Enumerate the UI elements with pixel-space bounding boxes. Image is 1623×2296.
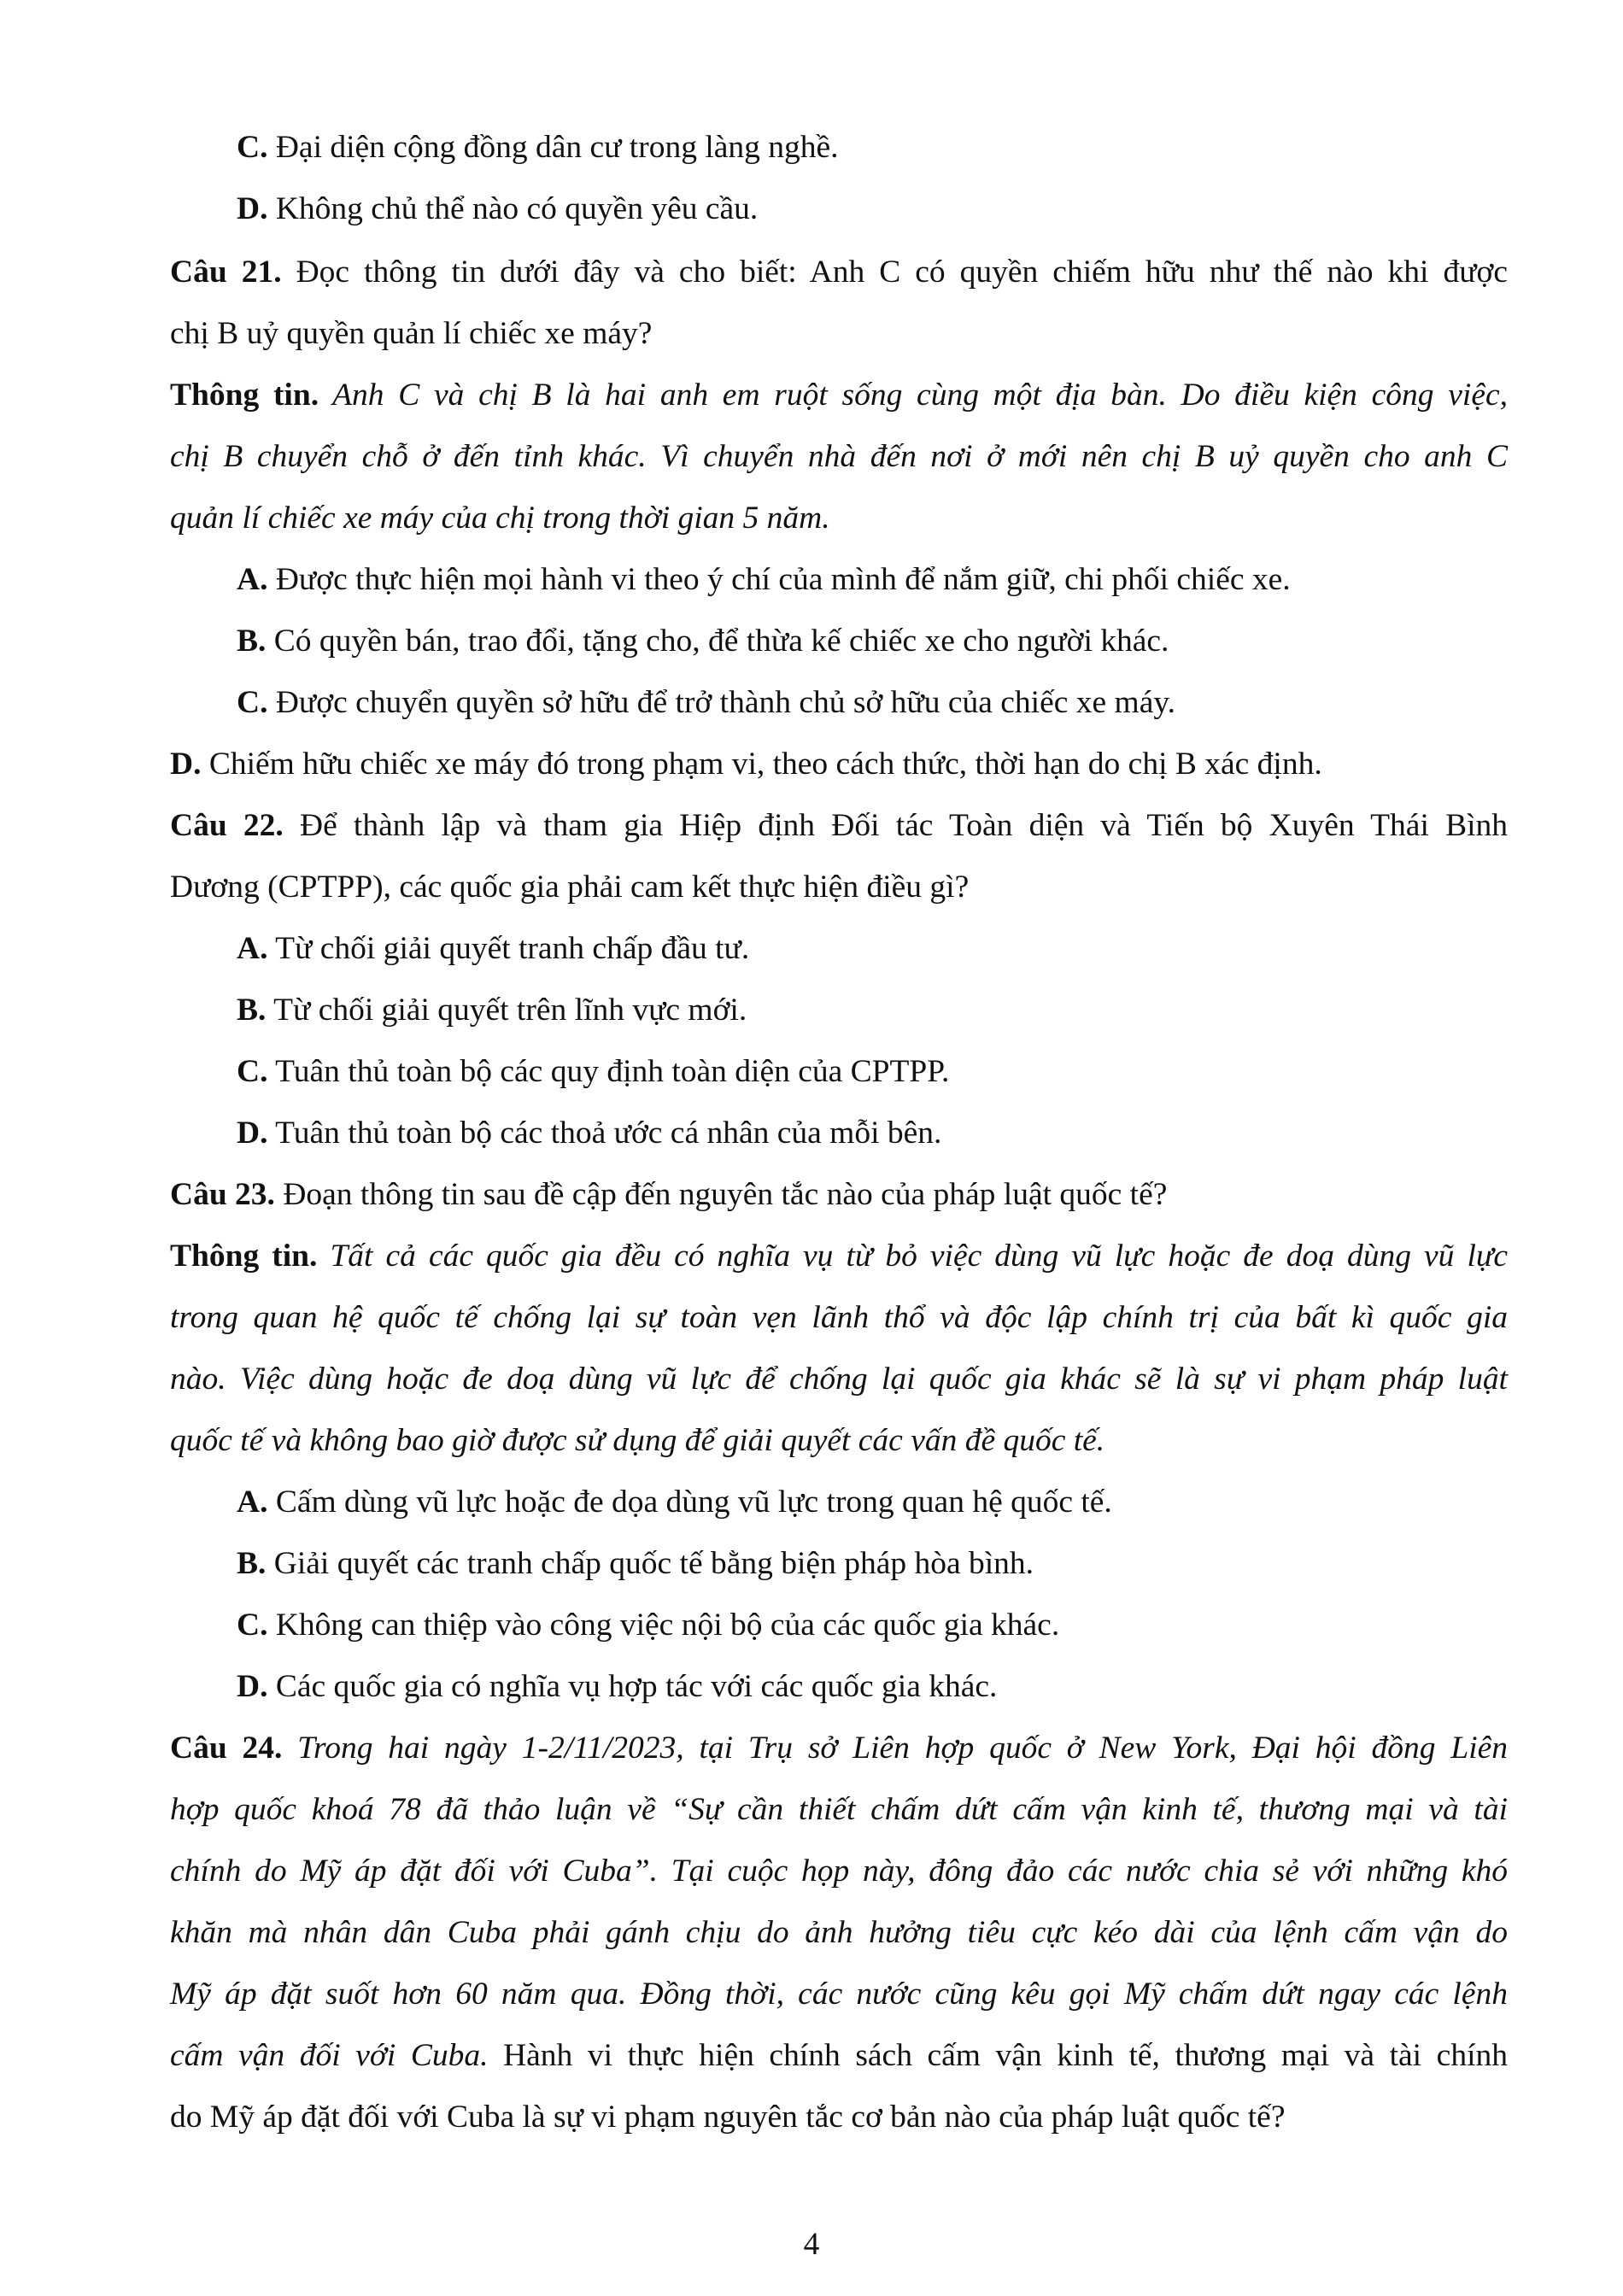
prev-option-c: C. Đại diện cộng đồng dân cư trong làng nghề.: [237, 130, 839, 165]
q21-option-a: A. Được thực hiện mọi hành vi theo ý chí của mình để nắm giữ, chi phối chiếc xe.: [237, 562, 1291, 597]
q21-info-line2: chị B chuyển chỗ ở đến tỉnh khác. Vì chuyển nhà đến nơi ở mới nên chị B uỷ quyền cho anh C: [170, 439, 1508, 474]
q24-line5: Mỹ áp đặt suốt hơn 60 năm qua. Đồng thời, các nước cũng kêu gọi Mỹ chấm dứt ngay các lệnh: [170, 1977, 1508, 2012]
q23-info-line3: nào. Việc dùng hoặc đe doạ dùng vũ lực để chống lại quốc gia khác sẽ là sự vi phạm pháp luật: [170, 1362, 1508, 1397]
prev-option-d: D. Không chủ thể nào có quyền yêu cầu.: [237, 191, 759, 226]
q23-info-line1: Thông tin. Tất cả các quốc gia đều có nghĩa vụ từ bỏ việc dùng vũ lực hoặc đe doạ dùng vũ lực: [170, 1239, 1508, 1274]
q23-option-d: D. Các quốc gia có nghĩa vụ hợp tác với các quốc gia khác.: [237, 1669, 998, 1704]
q24-line1: Câu 24. Trong hai ngày 1-2/11/2023, tại Trụ sở Liên hợp quốc ở New York, Đại hội đồng Liên: [170, 1731, 1509, 1766]
q24-line2: hợp quốc khoá 78 đã thảo luận về “Sự cần thiết chấm dứt cấm vận kinh tế, thương mại và tài: [170, 1792, 1508, 1827]
q23-option-b: B. Giải quyết các tranh chấp quốc tế bằng biện pháp hòa bình.: [237, 1546, 1034, 1581]
q21-option-d: D. Chiếm hữu chiếc xe máy đó trong phạm vi, theo cách thức, thời hạn do chị B xác định.: [170, 747, 1322, 782]
q22-option-b: B. Từ chối giải quyết trên lĩnh vực mới.: [237, 993, 747, 1028]
q21-stem-line1: Câu 21. Đọc thông tin dưới đây và cho biết: Anh C có quyền chiếm hữu như thế nào khi được: [170, 255, 1509, 290]
q23-info-line4: quốc tế và không bao giờ được sử dụng để giải quyết các vấn đề quốc tế.: [170, 1423, 1105, 1458]
q22-stem-line2: Dương (CPTPP), các quốc gia phải cam kết thực hiện điều gì?: [170, 870, 970, 905]
q23-stem: Câu 23. Đoạn thông tin sau đề cập đến nguyên tắc nào của pháp luật quốc tế?: [170, 1177, 1168, 1212]
q21-info-line3: quản lí chiếc xe máy của chị trong thời gian 5 năm.: [170, 501, 830, 536]
q22-option-d: D. Tuân thủ toàn bộ các thoả ước cá nhân của mỗi bên.: [237, 1116, 942, 1151]
q23-option-c: C. Không can thiệp vào công việc nội bộ của các quốc gia khác.: [237, 1608, 1060, 1643]
q24-line4: khăn mà nhân dân Cuba phải gánh chịu do ảnh hưởng tiêu cực kéo dài của lệnh cấm vận do: [170, 1915, 1508, 1950]
q21-option-b: B. Có quyền bán, trao đổi, tặng cho, để thừa kế chiếc xe cho người khác.: [237, 624, 1169, 659]
q22-option-c: C. Tuân thủ toàn bộ các quy định toàn diện của CPTPP.: [237, 1054, 950, 1089]
q21-option-c: C. Được chuyển quyền sở hữu để trở thành chủ sở hữu của chiếc xe máy.: [237, 685, 1176, 720]
q24-line6: cấm vận đối với Cuba. Hành vi thực hiện chính sách cấm vận kinh tế, thương mại và tài chính: [170, 2038, 1508, 2073]
q24-line3: chính do Mỹ áp đặt đối với Cuba”. Tại cuộc họp này, đông đảo các nước chia sẻ với những khó: [170, 1854, 1508, 1889]
q24-line7: do Mỹ áp đặt đối với Cuba là sự vi phạm nguyên tắc cơ bản nào của pháp luật quốc tế?: [170, 2100, 1286, 2135]
q21-stem-line2: chị B uỷ quyền quản lí chiếc xe máy?: [170, 316, 653, 351]
page-number: 4: [803, 2227, 820, 2262]
q23-info-line2: trong quan hệ quốc tế chống lại sự toàn vẹn lãnh thổ và độc lập chính trị của bất kì quốc gia: [170, 1300, 1508, 1335]
q22-stem-line1: Câu 22. Để thành lập và tham gia Hiệp định Đối tác Toàn diện và Tiến bộ Xuyên Thái Bình: [170, 808, 1509, 843]
q21-info-line1: Thông tin. Anh C và chị B là hai anh em ruột sống cùng một địa bàn. Do điều kiện công việc,: [170, 378, 1508, 413]
q22-option-a: A. Từ chối giải quyết tranh chấp đầu tư.: [237, 931, 750, 966]
q23-option-a: A. Cấm dùng vũ lực hoặc đe dọa dùng vũ lực trong quan hệ quốc tế.: [237, 1485, 1112, 1520]
